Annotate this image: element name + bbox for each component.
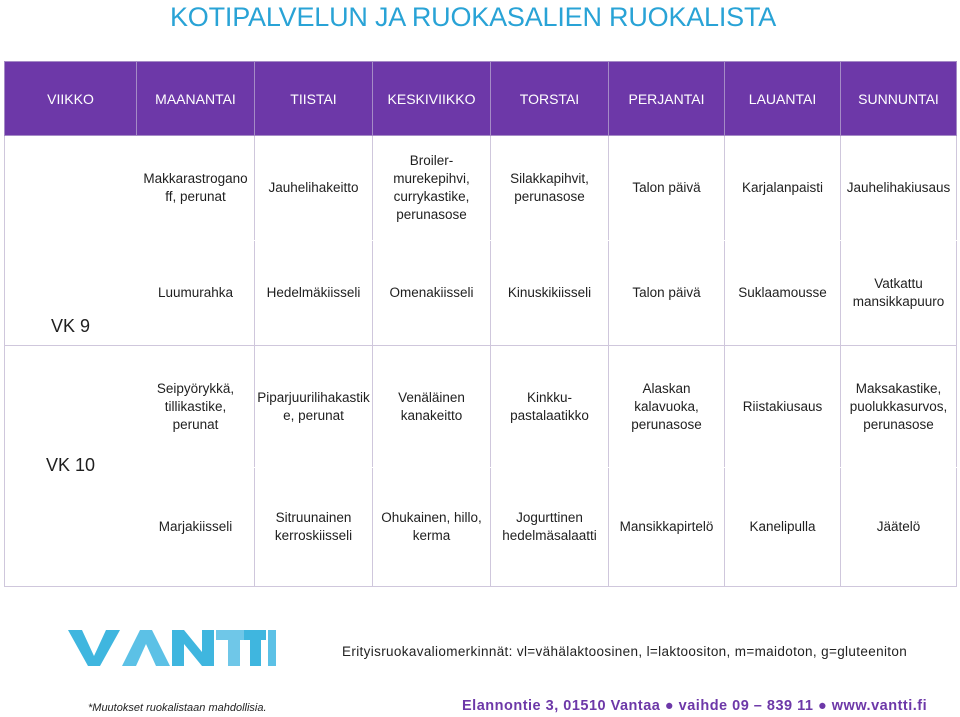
header-row [5, 62, 957, 136]
menu-cell: Alaskan kalavuoka, perunasose [609, 346, 725, 467]
menu-cell: Jogurttinen hedelmäsalaatti [491, 467, 609, 586]
menu-cell: Jauhelihakeitto [255, 136, 373, 241]
page-title: KOTIPALVELUN JA RUOKASALIEN RUOKALISTA [170, 2, 777, 32]
menu-cell: Omenakiisseli [373, 241, 491, 346]
menu-cell: Jäätelö [841, 467, 957, 586]
header-week: VIIKKO [5, 62, 137, 136]
menu-cell: Maksakastike, puolukkasurvos, perunasose [841, 346, 957, 467]
week-10-dessert-row [5, 467, 957, 586]
header-tuesday: TIISTAI [255, 62, 373, 136]
menu-cell: Talon päivä [609, 136, 725, 241]
header-wednesday: KESKIVIIKKO [373, 62, 491, 136]
menu-cell: Mansikkapirtelö [609, 467, 725, 586]
week-label: VK 9 [5, 136, 137, 346]
menu-table [4, 61, 957, 587]
week-9-main-row [5, 136, 957, 241]
week-label: VK 10 [5, 346, 137, 587]
diet-legend: Erityisruokavaliomerkinnät: vl=vähälaktoosinen, l=laktoositon, m=maidoton, g=gluteeniton [342, 644, 908, 659]
header-friday: PERJANTAI [609, 62, 725, 136]
menu-cell: Silakkapihvit, perunasose [491, 136, 609, 241]
menu-cell: Suklaamousse [725, 241, 841, 346]
menu-cell: Luumurahka [137, 241, 255, 346]
menu-cell: Riistakiusaus [725, 346, 841, 467]
vantti-logo [66, 626, 276, 670]
menu-cell: Broiler-murekepihvi, currykastike, perunasose [373, 136, 491, 241]
week-9-dessert-row [5, 241, 957, 346]
menu-cell: Seipyörykkä, tillikastike, perunat [137, 346, 255, 467]
menu-cell: Marjakiisseli [137, 467, 255, 586]
menu-cell: Jauhelihakiusaus [841, 136, 957, 241]
contact-info: Elannontie 3, 01510 Vantaa ● vaihde 09 – 839 11 ● www.vantti.fi [462, 698, 928, 714]
menu-cell: Karjalanpaisti [725, 136, 841, 241]
menu-cell: Talon päivä [609, 241, 725, 346]
menu-cell: Piparjuurilihakastike, perunat [255, 346, 373, 467]
menu-cell: Vatkattu mansikkapuuro [841, 241, 957, 346]
header-monday: MAANANTAI [137, 62, 255, 136]
menu-cell: Makkarastrogano ff, perunat [137, 136, 255, 241]
header-thursday: TORSTAI [491, 62, 609, 136]
menu-cell: Kinkku-pastalaatikko [491, 346, 609, 467]
menu-cell: Kanelipulla [725, 467, 841, 586]
menu-cell: Kinuskikiisseli [491, 241, 609, 346]
menu-cell: Ohukainen, hillo, kerma [373, 467, 491, 586]
week-10-main-row [5, 346, 957, 467]
header-sunday: SUNNUNTAI [841, 62, 957, 136]
menu-cell: Hedelmäkiisseli [255, 241, 373, 346]
header-saturday: LAUANTAI [725, 62, 841, 136]
menu-cell: Sitruunainen kerroskiisseli [255, 467, 373, 586]
menu-cell: Venäläinen kanakeitto [373, 346, 491, 467]
changes-note: *Muutokset ruokalistaan mahdollisia. [88, 702, 267, 714]
